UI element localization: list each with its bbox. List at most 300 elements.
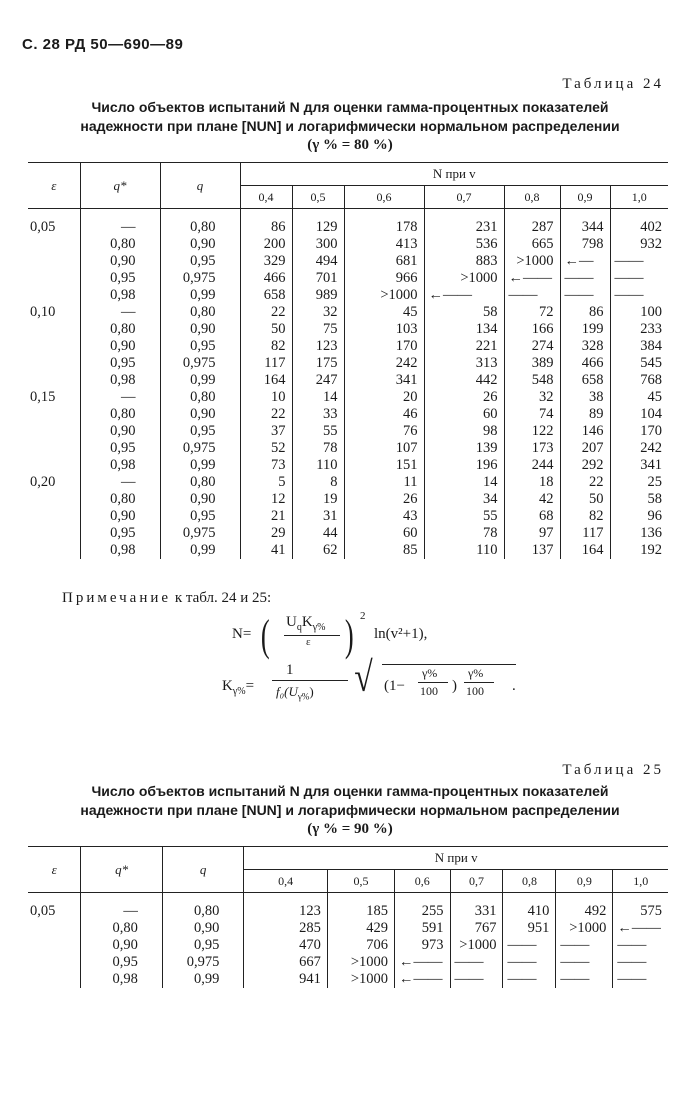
value-cell: 26	[344, 491, 424, 508]
value-cell: ←——	[504, 270, 560, 287]
value-cell: 22	[240, 406, 292, 423]
table24-v-header: 0,5	[292, 186, 344, 209]
table-row	[28, 920, 668, 937]
table-row	[28, 903, 668, 920]
table-row	[28, 971, 668, 988]
value-cell: ——	[614, 270, 644, 286]
value-cell: 242	[640, 440, 662, 456]
value-cell: ←——	[395, 954, 450, 971]
eps-cell	[28, 508, 80, 525]
value-cell: 658	[240, 287, 292, 304]
table24-v-header: 0,8	[504, 186, 560, 209]
value-cell: 164	[240, 372, 292, 389]
value-cell: >1000	[504, 253, 560, 270]
value-cell: 38	[560, 389, 610, 406]
q-star-cell: 0,90	[80, 508, 160, 525]
q-star-cell: 0,90	[81, 937, 162, 954]
value-cell: 151	[344, 457, 424, 474]
value-cell: 44	[292, 525, 344, 542]
value-cell: 344	[560, 219, 610, 236]
value-cell: 389	[504, 355, 560, 372]
table24-v-header: 1,0	[610, 186, 668, 209]
q-cell: 0,95	[162, 937, 243, 954]
value-cell: 233	[640, 321, 662, 337]
value-cell: 207	[560, 440, 610, 457]
q-cell: 0,80	[162, 903, 243, 920]
value-cell: 231	[424, 219, 504, 236]
q-star-cell: 0,95	[80, 355, 160, 372]
table-row	[28, 338, 668, 355]
value-cell: 658	[560, 372, 610, 389]
eps-cell	[28, 372, 80, 389]
q-cell: 0,80	[160, 219, 240, 236]
table-row	[28, 525, 668, 542]
q-cell: 0,95	[160, 253, 240, 270]
table-row	[28, 389, 668, 406]
value-cell: 117	[240, 355, 292, 372]
q-cell: 0,975	[160, 355, 240, 372]
value-cell: 129	[292, 219, 344, 236]
value-cell: 185	[327, 903, 394, 920]
eps-cell	[28, 920, 81, 937]
table24-col-qs: q*	[80, 163, 160, 209]
value-cell: 166	[504, 321, 560, 338]
value-cell: 117	[560, 525, 610, 542]
value-cell: 287	[504, 219, 560, 236]
value-cell: 60	[344, 525, 424, 542]
value-cell: ——	[556, 954, 613, 971]
value-cell: ←——	[424, 287, 504, 304]
eps-cell	[28, 525, 80, 542]
value-cell: 55	[292, 423, 344, 440]
table24-col-q: q	[160, 163, 240, 209]
q-cell: 0,95	[160, 508, 240, 525]
value-cell: 494	[292, 253, 344, 270]
value-cell: 883	[424, 253, 504, 270]
value-cell: 966	[344, 270, 424, 287]
value-cell: 575	[640, 903, 662, 919]
value-cell: 989	[292, 287, 344, 304]
value-cell: 68	[504, 508, 560, 525]
value-cell: >1000	[450, 937, 503, 954]
table25-v-header: 0,5	[327, 870, 394, 893]
table25-col-q: q	[162, 847, 243, 893]
value-cell: 244	[504, 457, 560, 474]
q-cell: 0,90	[160, 491, 240, 508]
table-row	[28, 542, 668, 559]
value-cell: 146	[560, 423, 610, 440]
value-cell: 60	[424, 406, 504, 423]
value-cell: 46	[344, 406, 424, 423]
q-star-cell: 0,80	[80, 321, 160, 338]
q-star-cell: 0,90	[80, 423, 160, 440]
value-cell: 82	[240, 338, 292, 355]
value-cell: ——	[450, 971, 503, 988]
value-cell: 22	[560, 474, 610, 491]
value-cell: 89	[560, 406, 610, 423]
table24-title-line3: (γ % = 80 %)	[307, 137, 393, 153]
table25-title-line3: (γ % = 90 %)	[307, 821, 393, 837]
table25-v-header: 0,9	[556, 870, 613, 893]
q-cell: 0,99	[160, 457, 240, 474]
table25-v-header: 0,4	[244, 870, 328, 893]
value-cell: 26	[424, 389, 504, 406]
value-cell: ——	[617, 954, 647, 970]
eps-cell	[28, 457, 80, 474]
value-cell: 21	[240, 508, 292, 525]
value-cell: 10	[240, 389, 292, 406]
value-cell: 86	[560, 304, 610, 321]
value-cell: 536	[424, 236, 504, 253]
value-cell: 20	[344, 389, 424, 406]
q-star-cell: 0,98	[80, 542, 160, 559]
q-cell: 0,975	[160, 525, 240, 542]
q-star-cell: 0,90	[80, 253, 160, 270]
table-row	[28, 406, 668, 423]
value-cell: 442	[424, 372, 504, 389]
value-cell: 300	[292, 236, 344, 253]
value-cell: 31	[292, 508, 344, 525]
value-cell: 139	[424, 440, 504, 457]
value-cell: 274	[504, 338, 560, 355]
q-star-cell: 0,90	[80, 338, 160, 355]
table24-title-line1: Число объектов испытаний N для оценки гамма-процентных показателей	[91, 99, 609, 115]
value-cell: 247	[292, 372, 344, 389]
value-cell: ——	[617, 937, 647, 953]
value-cell: 941	[244, 971, 328, 988]
value-cell: >1000	[424, 270, 504, 287]
value-cell: 164	[560, 542, 610, 559]
value-cell: 665	[504, 236, 560, 253]
value-cell: 200	[240, 236, 292, 253]
q-star-cell: 0,80	[80, 236, 160, 253]
table-row	[28, 270, 668, 287]
value-cell: 32	[504, 389, 560, 406]
q-star-cell: 0,95	[80, 270, 160, 287]
eps-cell	[28, 270, 80, 287]
value-cell: 341	[344, 372, 424, 389]
value-cell: 285	[244, 920, 328, 937]
value-cell: 32	[292, 304, 344, 321]
value-cell: 18	[504, 474, 560, 491]
value-cell: 85	[344, 542, 424, 559]
value-cell: 329	[240, 253, 292, 270]
value-cell: 122	[504, 423, 560, 440]
table-row	[28, 491, 668, 508]
q-cell: 0,90	[160, 406, 240, 423]
note-label: Примечание к табл. 24 и 25:	[62, 590, 272, 606]
value-cell: 706	[327, 937, 394, 954]
table25-v-header: 0,8	[503, 870, 556, 893]
value-cell: 55	[424, 508, 504, 525]
q-star-cell: 0,98	[80, 287, 160, 304]
value-cell: 591	[395, 920, 450, 937]
table-row	[28, 440, 668, 457]
value-cell: 137	[504, 542, 560, 559]
value-cell: 98	[424, 423, 504, 440]
value-cell: ——	[617, 971, 647, 987]
value-cell: ——	[556, 937, 613, 954]
eps-cell	[28, 406, 80, 423]
value-cell: 62	[292, 542, 344, 559]
value-cell: 292	[560, 457, 610, 474]
q-cell: 0,99	[162, 971, 243, 988]
eps-cell	[28, 542, 80, 559]
table25-v-header: 0,6	[395, 870, 450, 893]
table24-title-line2: надежности при плане [NUN] и логарифмически нормальном распределении	[80, 118, 620, 134]
q-star-cell: 0,80	[80, 406, 160, 423]
value-cell: 75	[292, 321, 344, 338]
value-cell: 8	[292, 474, 344, 491]
value-cell: 178	[344, 219, 424, 236]
q-cell: 0,95	[160, 338, 240, 355]
value-cell: 951	[503, 920, 556, 937]
q-star-cell: 0,80	[80, 491, 160, 508]
q-star-cell: —	[81, 903, 162, 920]
value-cell: 41	[240, 542, 292, 559]
value-cell: 45	[344, 304, 424, 321]
table24-col-eps: ε	[28, 163, 80, 209]
value-cell: >1000	[556, 920, 613, 937]
eps-cell	[28, 253, 80, 270]
value-cell: 97	[504, 525, 560, 542]
table25-title	[20, 782, 680, 839]
value-cell: 173	[504, 440, 560, 457]
q-cell: 0,99	[160, 372, 240, 389]
eps-cell	[28, 338, 80, 355]
value-cell: 798	[560, 236, 610, 253]
eps-cell	[28, 491, 80, 508]
page-header: С. 28 РД 50—690—89	[22, 36, 184, 53]
eps-cell	[28, 423, 80, 440]
q-star-cell: 0,95	[80, 525, 160, 542]
table-row	[28, 954, 668, 971]
value-cell: 413	[344, 236, 424, 253]
value-cell: ——	[504, 287, 560, 304]
value-cell: 973	[395, 937, 450, 954]
value-cell: ←——	[617, 920, 661, 936]
eps-cell: 0,15	[28, 389, 80, 406]
value-cell: 34	[424, 491, 504, 508]
value-cell: 82	[560, 508, 610, 525]
value-cell: 5	[240, 474, 292, 491]
table-row	[28, 937, 668, 954]
value-cell: 123	[244, 903, 328, 920]
value-cell: 76	[344, 423, 424, 440]
eps-cell: 0,05	[28, 903, 81, 920]
q-star-cell: 0,95	[81, 954, 162, 971]
value-cell: 466	[560, 355, 610, 372]
value-cell: ——	[560, 287, 610, 304]
value-cell: 199	[560, 321, 610, 338]
q-cell: 0,975	[160, 440, 240, 457]
table-row	[28, 287, 668, 304]
value-cell: 78	[292, 440, 344, 457]
table-row	[28, 236, 668, 253]
value-cell: 73	[240, 457, 292, 474]
value-cell: 37	[240, 423, 292, 440]
value-cell: 74	[504, 406, 560, 423]
value-cell: ——	[503, 954, 556, 971]
value-cell: ——	[614, 287, 644, 303]
table24-v-header: 0,9	[560, 186, 610, 209]
eps-cell	[28, 287, 80, 304]
q-cell: 0,90	[162, 920, 243, 937]
q-cell: 0,80	[160, 474, 240, 491]
table24-v-header: 0,6	[344, 186, 424, 209]
table-row	[28, 321, 668, 338]
q-cell: 0,90	[160, 236, 240, 253]
value-cell: 701	[292, 270, 344, 287]
table24-title	[20, 98, 680, 155]
value-cell: 134	[424, 321, 504, 338]
value-cell: 170	[640, 423, 662, 439]
value-cell: 14	[292, 389, 344, 406]
q-star-cell: 0,98	[80, 372, 160, 389]
table-row	[28, 474, 668, 491]
value-cell: 19	[292, 491, 344, 508]
value-cell: 384	[640, 338, 662, 354]
value-cell: 331	[450, 903, 503, 920]
value-cell: 548	[504, 372, 560, 389]
table-row	[28, 508, 668, 525]
value-cell: >1000	[327, 954, 394, 971]
q-cell: 0,975	[160, 270, 240, 287]
value-cell: 96	[647, 508, 662, 524]
value-cell: 45	[647, 389, 662, 405]
value-cell: 50	[560, 491, 610, 508]
value-cell: 932	[640, 236, 662, 252]
value-cell: >1000	[344, 287, 424, 304]
value-cell: 110	[424, 542, 504, 559]
table-row	[28, 372, 668, 389]
table25-col-np: N при v	[244, 847, 668, 870]
eps-cell	[28, 321, 80, 338]
eps-cell	[28, 954, 81, 971]
value-cell: 136	[640, 525, 662, 541]
value-cell: 50	[240, 321, 292, 338]
q-star-cell: 0,80	[81, 920, 162, 937]
value-cell: 410	[503, 903, 556, 920]
value-cell: 470	[244, 937, 328, 954]
value-cell: 58	[424, 304, 504, 321]
table-row	[28, 457, 668, 474]
q-star-cell: —	[80, 474, 160, 491]
value-cell: ←——	[395, 971, 450, 988]
q-star-cell: 0,98	[81, 971, 162, 988]
value-cell: 29	[240, 525, 292, 542]
value-cell: 104	[640, 406, 662, 422]
value-cell: ——	[556, 971, 613, 988]
value-cell: 43	[344, 508, 424, 525]
q-star-cell: —	[80, 219, 160, 236]
q-cell: 0,99	[160, 287, 240, 304]
table24	[28, 162, 668, 559]
q-cell: 0,80	[160, 389, 240, 406]
value-cell: 242	[344, 355, 424, 372]
value-cell: 313	[424, 355, 504, 372]
value-cell: 221	[424, 338, 504, 355]
q-star-cell: —	[80, 389, 160, 406]
value-cell: >1000	[327, 971, 394, 988]
value-cell: 328	[560, 338, 610, 355]
table25-v-header: 0,7	[450, 870, 503, 893]
table-row	[28, 423, 668, 440]
value-cell: ——	[503, 971, 556, 988]
q-star-cell: —	[80, 304, 160, 321]
table24-col-np: N при v	[240, 163, 668, 186]
value-cell: 768	[640, 372, 662, 388]
q-star-cell: 0,98	[80, 457, 160, 474]
value-cell: 466	[240, 270, 292, 287]
q-cell: 0,90	[160, 321, 240, 338]
value-cell: 170	[344, 338, 424, 355]
value-cell: 255	[395, 903, 450, 920]
value-cell: ——	[503, 937, 556, 954]
table24-v-header: 0,4	[240, 186, 292, 209]
value-cell: 175	[292, 355, 344, 372]
q-star-cell: 0,95	[80, 440, 160, 457]
value-cell: 22	[240, 304, 292, 321]
eps-cell: 0,10	[28, 304, 80, 321]
q-cell: 0,95	[160, 423, 240, 440]
value-cell: 25	[647, 474, 662, 490]
table24-v-header: 0,7	[424, 186, 504, 209]
value-cell: 429	[327, 920, 394, 937]
value-cell: 14	[424, 474, 504, 491]
table-row	[28, 304, 668, 321]
table-row	[28, 253, 668, 270]
value-cell: 123	[292, 338, 344, 355]
value-cell: ——	[614, 253, 644, 269]
value-cell: 110	[292, 457, 344, 474]
value-cell: ——	[450, 954, 503, 971]
value-cell: 78	[424, 525, 504, 542]
eps-cell: 0,20	[28, 474, 80, 491]
value-cell: 402	[640, 219, 662, 235]
eps-cell	[28, 236, 80, 253]
value-cell: 341	[640, 457, 662, 473]
value-cell: 107	[344, 440, 424, 457]
value-cell: 12	[240, 491, 292, 508]
table25-title-line1: Число объектов испытаний N для оценки гамма-процентных показателей	[91, 783, 609, 799]
value-cell: 545	[640, 355, 662, 371]
value-cell: 11	[344, 474, 424, 491]
table24-label: Таблица 24	[562, 76, 664, 92]
table25-col-eps: ε	[28, 847, 81, 893]
value-cell: 42	[504, 491, 560, 508]
value-cell: 33	[292, 406, 344, 423]
value-cell: 681	[344, 253, 424, 270]
table-row	[28, 355, 668, 372]
table25	[28, 846, 668, 988]
q-cell: 0,80	[160, 304, 240, 321]
eps-cell	[28, 937, 81, 954]
table-row	[28, 219, 668, 236]
table25-v-header: 1,0	[613, 870, 668, 893]
eps-cell	[28, 971, 81, 988]
value-cell: 58	[647, 491, 662, 507]
value-cell: 667	[244, 954, 328, 971]
value-cell: ←—	[560, 253, 610, 270]
value-cell: 196	[424, 457, 504, 474]
value-cell: ——	[560, 270, 610, 287]
table25-label: Таблица 25	[562, 762, 664, 778]
table25-col-qs: q*	[81, 847, 162, 893]
eps-cell	[28, 440, 80, 457]
value-cell: 103	[344, 321, 424, 338]
value-cell: 192	[640, 542, 662, 558]
